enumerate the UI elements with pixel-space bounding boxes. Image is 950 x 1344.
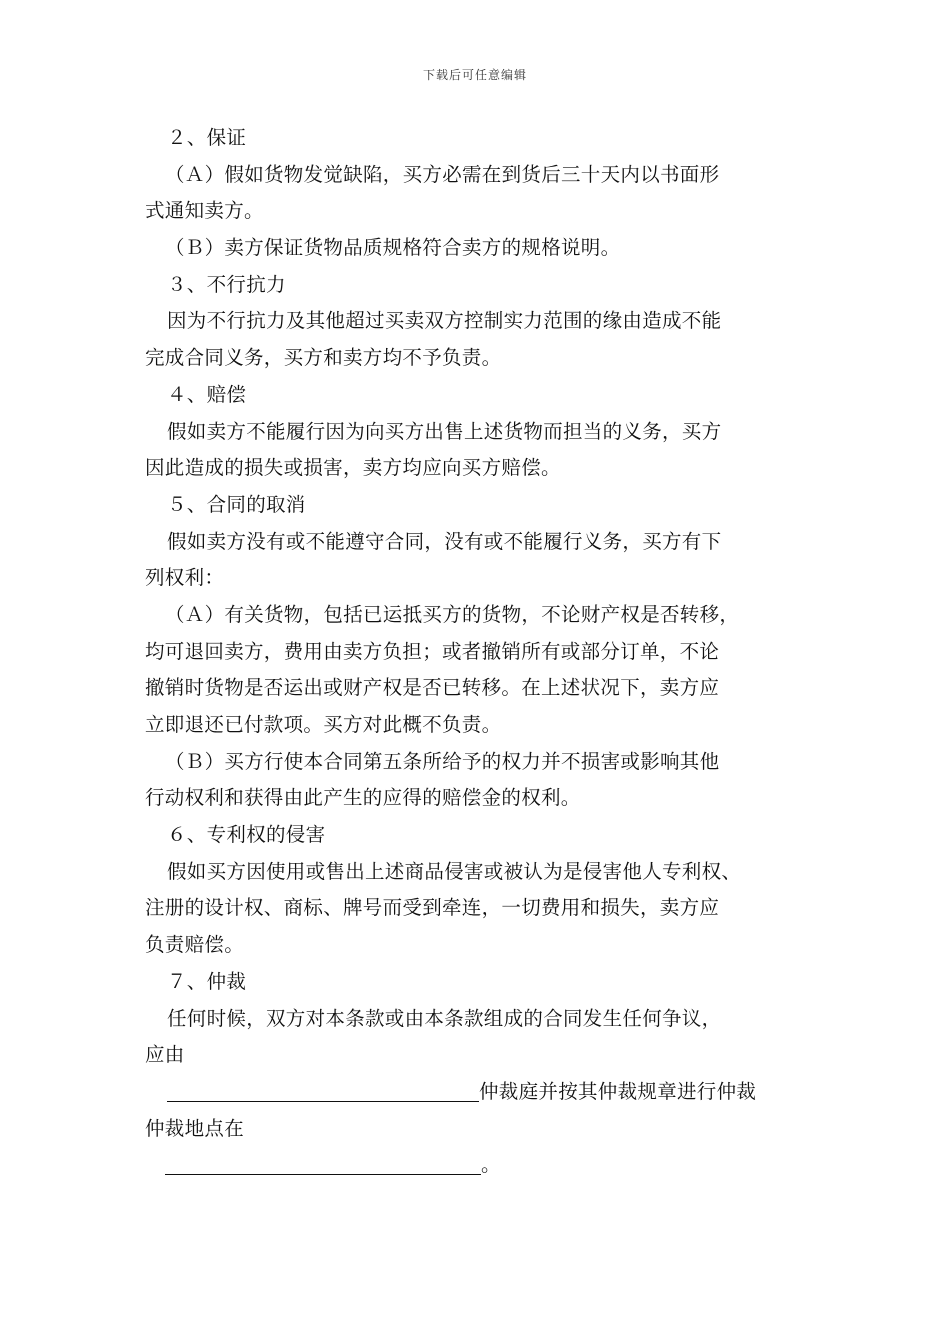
arbitration-tribunal-blank[interactable] [167,1079,479,1102]
arbitration-place-blank[interactable] [165,1152,481,1175]
paragraph-line: 因为不行抗力及其他超过买卖双方控制实力范围的缘由造成不能 [167,309,722,333]
arbitration-place-line [145,1147,810,1184]
arbitration-place-end: 。 [481,1153,501,1177]
paragraph-line: （Ａ）假如货物发觉缺陷，买方必需在到货后三十天内以书面形 [165,162,720,186]
paragraph-line: 假如卖方没有或不能遵守合同，没有或不能履行义务，买方有下 [167,529,722,553]
paragraph-line: 应由 [145,1043,185,1067]
paragraph-line: 注册的设计权、商标、牌号而受到牵连，一切费用和损失，卖方应 [145,896,720,920]
section-heading-arbitration: ７、仲裁 [167,969,247,993]
section-heading-compensation: ４、赔偿 [167,382,247,406]
arbitration-tribunal-line [145,1074,810,1111]
section-heading-force-majeure: ３、不行抗力 [167,272,286,296]
paragraph-line: 因此造成的损失或损害，卖方均应向买方赔偿。 [145,456,561,480]
paragraph-line: 完成合同义务，买方和卖方均不予负责。 [145,346,502,370]
paragraph-line: 假如买方因使用或售出上述商品侵害或被认为是侵害他人专利权、 [167,859,742,883]
paragraph-line: 撤销时货物是否运出或财产权是否已转移。在上述状况下，卖方应 [145,676,720,700]
paragraph-line: 立即退还已付款项。买方对此概不负责。 [145,713,502,736]
arbitration-tribunal-text: 仲裁庭并按其仲裁规章进行仲裁 [479,1079,757,1103]
paragraph-line: 任何时候，双方对本条款或由本条款组成的合同发生任何争议， [167,1006,722,1030]
paragraph-line: 负责赔偿。 [145,933,245,957]
page-header: 下载后可任意编辑 [422,68,527,82]
section-heading-cancellation: ５、合同的取消 [167,492,306,516]
paragraph-line: 式通知卖方。 [145,199,264,223]
document-body [145,120,810,1184]
paragraph-line: 仲裁地点在 [145,1116,245,1140]
paragraph-line: 假如卖方不能履行因为向买方出售上述货物而担当的义务，买方 [167,419,722,443]
paragraph-line: （Ｂ）买方行使本合同第五条所给予的权力并不损害或影响其他 [165,749,720,773]
paragraph-line: （Ａ）有关货物，包括已运抵买方的货物，不论财产权是否转移， [165,602,740,626]
paragraph-line: （Ｂ）卖方保证货物品质规格符合卖方的规格说明。 [165,236,621,260]
paragraph-line: 行动权利和获得由此产生的应得的赔偿金的权利。 [145,786,581,810]
paragraph-line: 列权利： [145,566,225,590]
section-heading-warranty: ２、保证 [167,126,247,149]
paragraph-line: 均可退回卖方，费用由卖方负担；或者撤销所有或部分订单，不论 [145,639,720,663]
section-heading-patent: ６、专利权的侵害 [167,823,326,847]
